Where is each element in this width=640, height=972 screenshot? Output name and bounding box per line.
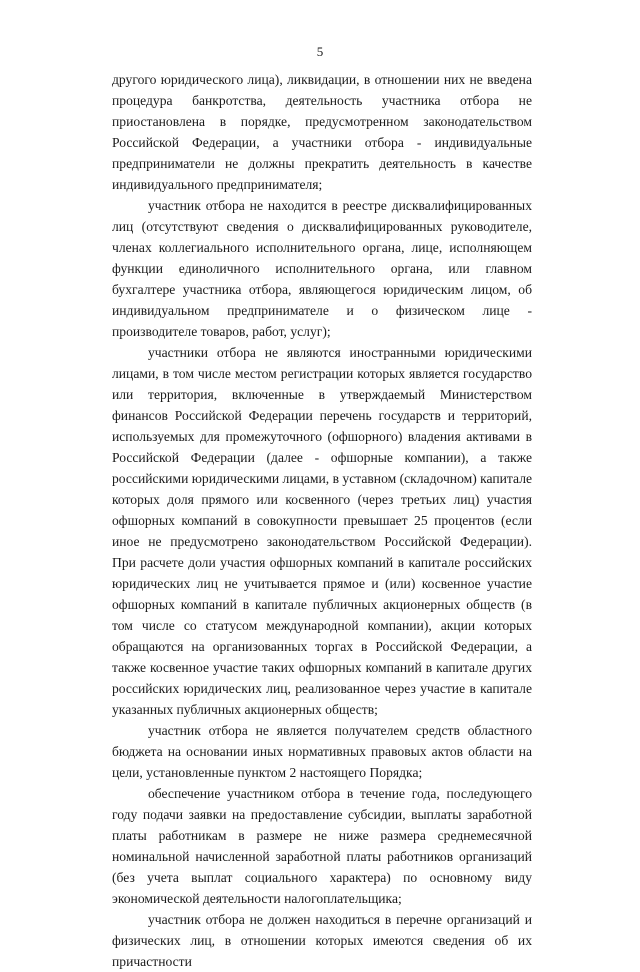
page-number: 5 xyxy=(316,44,324,59)
paragraph-continuation: другого юридического лица), ликвидации, в отношении них не введена процедура банкротства, деятельность участника отбора не приостановлена в порядке, предусмотренном законодательством Российской Федерации, а участники отбора - индивидуальные предприниматели не должны прекратить деятельность в качестве индивидуального предпринимателя; xyxy=(112,72,532,192)
body-text xyxy=(112,69,532,972)
paragraph-disqualified-registry: участник отбора не находится в реестре дисквалифицированных лиц (отсутствуют сведения о дисквалифицированных руководителе, членах коллегиального исполнительного органа, лице, исполняющем функции единоличного исполнительного органа, или главном бухгалтере участника отбора, являющегося юридическим лицом, об индивидуальном предпринимателе и о физическом лице - производителе товаров, работ, услуг); xyxy=(112,198,532,339)
paragraph-terrorism-list: участник отбора не должен находиться в перечне организаций и физических лиц, в отношении которых имеются сведения об их причастности xyxy=(112,912,532,969)
paragraph-regional-budget: участник отбора не является получателем средств областного бюджета на основании иных нормативных правовых актов области на цели, установленные пунктом 2 настоящего Порядка; xyxy=(112,723,532,780)
paragraph-wage-obligation: обеспечение участником отбора в течение года, последующего году подачи заявки на предоставление субсидии, выплаты заработной платы работникам в размере не ниже размера среднемесячной номинальной начисленной заработной платы работников организаций (без учета выплат социального характера) по основному виду экономической деятельности налогоплательщика; xyxy=(112,786,532,906)
paragraph-offshore-companies: участники отбора не являются иностранными юридическими лицами, в том числе местом регистрации которых является государство или территория, включенные в утверждаемый Министерством финансов Российской Федерации перечень государств и территорий, используемых для промежуточного (офшорного) владения активами в Российской Федерации (далее - офшорные компании), а также российскими юридическими лицами, в уставном (складочном) капитале которых доля прямого или косвенного (через третьих лиц) участия офшорных компаний в совокупности превышает 25 процентов (если иное не предусмотрено законодательством Российской Федерации). При расчете доли участия офшорных компаний в капитале российских юридических лиц не учитывается прямое и (или) косвенное участие офшорных компаний в капитале публичных акционерных обществ (в том числе со статусом международной компании), акции которых обращаются на организованных торгах в Российской Федерации, а также косвенное участие таких офшорных компаний в капитале других российских юридических лиц, реализованное через участие в капитале указанных публичных акционерных обществ; xyxy=(112,345,533,717)
